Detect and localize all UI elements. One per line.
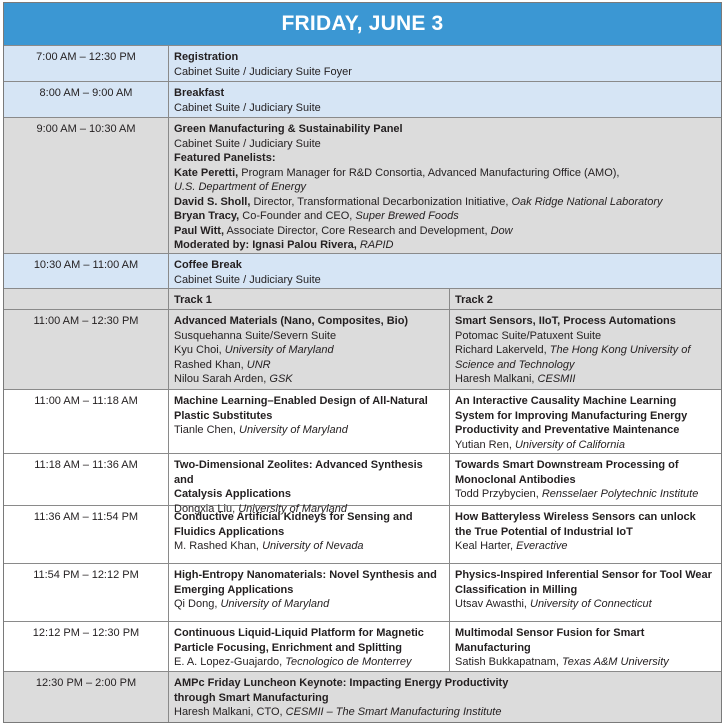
speaker: Haresh Malkani, CESMII [455, 373, 576, 385]
speaker: E. A. Lopez-Guajardo, Tecnologico de Monterrey [174, 656, 412, 668]
session-title: Breakfast [174, 87, 225, 99]
talk-title: Physics-Inspired Inferential Sensor for Tool Wear [455, 569, 712, 581]
session-cell [168, 82, 721, 117]
talk-row [4, 389, 721, 453]
speaker: Rashed Khan, UNR [174, 358, 271, 371]
panelist-org: U.S. Department of Energy [174, 181, 307, 193]
session-cell [168, 118, 721, 253]
track-2-header: Track 2 [449, 289, 721, 309]
track-1-talk [168, 564, 449, 621]
track-2-talk [449, 454, 721, 505]
time-cell: 11:18 AM – 11:36 AM [34, 459, 138, 471]
time-cell: 9:00 AM – 10:30 AM [36, 123, 136, 135]
talk-title: Monoclonal Antibodies [455, 473, 576, 486]
talk-title: the True Potential of Industrial IoT [455, 525, 633, 538]
panelist: Kate Peretti, Program Manager for R&D Consortia, Advanced Manufacturing Office (AMO), [174, 166, 620, 179]
talk-title: High-Entropy Nanomaterials: Novel Synthesis and [174, 569, 437, 581]
time-cell: 11:54 PM – 12:12 PM [33, 569, 139, 581]
featured-label: Featured Panelists: [174, 152, 276, 164]
track-2-talk [449, 390, 721, 453]
speaker-org: Science and Technology [455, 358, 575, 371]
speaker: Haresh Malkani, CTO, CESMII – The Smart Manufacturing Institute [174, 706, 502, 718]
talk-title: How Batteryless Wireless Sensors can unlock [455, 511, 696, 523]
talk-title: Particle Focusing, Enrichment and Splitting [174, 641, 402, 654]
track-2-talk [449, 622, 721, 671]
time-cell: 10:30 AM – 11:00 AM [33, 259, 139, 271]
session-cell [168, 672, 721, 722]
schedule-row-registration [4, 45, 721, 81]
time-cell: 11:36 AM – 11:54 PM [33, 511, 139, 523]
talk-row [4, 563, 721, 621]
speaker: Keal Harter, Everactive [455, 540, 568, 552]
track-2-talk [449, 506, 721, 563]
time-cell: 12:30 PM – 2:00 PM [35, 677, 137, 689]
time-cell-empty [4, 289, 168, 309]
time-cell: 7:00 AM – 12:30 PM [36, 51, 136, 63]
session-cell [168, 46, 721, 81]
track-header-row [4, 288, 721, 309]
track-2-session [449, 310, 721, 389]
talk-title: Towards Smart Downstream Processing of [455, 459, 679, 471]
talk-title: Classification in Milling [455, 583, 578, 596]
session-location: Cabinet Suite / Judiciary Suite [174, 101, 321, 114]
talk-title: Fluidics Applications [174, 525, 285, 538]
session-title: Green Manufacturing & Sustainability Panel [174, 123, 403, 135]
moderator: Moderated by: Ignasi Palou Rivera, RAPID [174, 239, 394, 251]
day-title: FRIDAY, JUNE 3 [4, 3, 721, 45]
schedule-table [3, 2, 722, 723]
talk-title: Catalysis Applications [174, 488, 291, 500]
session-location: Cabinet Suite / Judiciary Suite [174, 137, 321, 150]
talk-title: Conductive Artificial Kidneys for Sensing and [174, 511, 413, 523]
session-location: Potomac Suite/Patuxent Suite [455, 329, 602, 342]
session-title: AMPc Friday Luncheon Keynote: Impacting Energy Productivity [174, 677, 509, 689]
schedule-row-coffee [4, 253, 721, 288]
talk-row [4, 621, 721, 671]
talk-title: Two-Dimensional Zeolites: Advanced Synthesis and [174, 459, 423, 486]
speaker: Todd Przybycien, Rensselaer Polytechnic Institute [455, 488, 699, 500]
session-location: Cabinet Suite / Judiciary Suite [174, 273, 321, 286]
talk-title: An Interactive Causality Machine Learning [455, 395, 677, 407]
talk-title: Manufacturing [455, 641, 531, 654]
speaker: M. Rashed Khan, University of Nevada [174, 540, 364, 552]
time-cell: 12:12 PM – 12:30 PM [32, 627, 140, 639]
session-location: Susquehanna Suite/Severn Suite [174, 329, 337, 342]
session-title: Registration [174, 51, 239, 63]
track-1-talk [168, 622, 449, 671]
track-1-session [168, 310, 449, 389]
talk-title: System for Improving Manufacturing Energy [455, 409, 688, 422]
time-cell: 8:00 AM – 9:00 AM [39, 87, 133, 99]
schedule-row-breakfast [4, 81, 721, 117]
session-title: Advanced Materials (Nano, Composites, Bio) [174, 315, 409, 327]
talk-title: Productivity and Preventative Maintenance [455, 424, 680, 436]
speaker: Nilou Sarah Arden, GSK [174, 373, 293, 385]
speaker: Yutian Ren, University of California [455, 438, 625, 451]
talk-row [4, 505, 721, 563]
session-title: Smart Sensors, IIoT, Process Automations [455, 315, 676, 327]
speaker: Qi Dong, University of Maryland [174, 598, 330, 610]
talk-row [4, 453, 721, 515]
session-cell [168, 254, 721, 288]
track-1-header: Track 1 [168, 289, 449, 309]
time-cell: 11:00 AM – 11:18 AM [34, 395, 138, 407]
talk-title: Continuous Liquid-Liquid Platform for Magnetic [174, 627, 424, 639]
panelist: Paul Witt, Associate Director, Core Research and Development, Dow [174, 224, 513, 237]
panelist: David S. Sholl, Director, Transformational Decarbonization Initiative, Oak Ridge National Laboratory [174, 195, 663, 208]
schedule-row-panel [4, 117, 721, 253]
track-2-talk [449, 564, 721, 621]
talk-title: Plastic Substitutes [174, 409, 273, 422]
talk-title: Emerging Applications [174, 583, 294, 596]
speaker: Dongxia Liu, University of Maryland [174, 502, 348, 515]
session-title: through Smart Manufacturing [174, 691, 329, 704]
speaker: Satish Bukkapatnam, Texas A&M University [455, 656, 669, 668]
track-1-talk [168, 506, 449, 563]
schedule-row-track-block [4, 309, 721, 389]
speaker: Kyu Choi, University of Maryland [174, 344, 334, 356]
speaker: Richard Lakerveld, The Hong Kong University of [455, 344, 691, 356]
talk-title: Multimodal Sensor Fusion for Smart [455, 627, 645, 639]
time-cell: 11:00 AM – 12:30 PM [33, 315, 139, 327]
session-location: Cabinet Suite / Judiciary Suite Foyer [174, 65, 352, 78]
schedule-row-luncheon [4, 671, 721, 722]
panelist: Bryan Tracy, Co-Founder and CEO, Super Brewed Foods [174, 210, 459, 222]
track-1-talk [168, 390, 449, 453]
speaker: Tianle Chen, University of Maryland [174, 424, 348, 436]
speaker: Utsav Awasthi, University of Connecticut [455, 598, 652, 610]
talk-title: Machine Learning–Enabled Design of All-Natural [174, 395, 428, 407]
track-1-talk [168, 454, 449, 515]
session-title: Coffee Break [174, 259, 242, 271]
